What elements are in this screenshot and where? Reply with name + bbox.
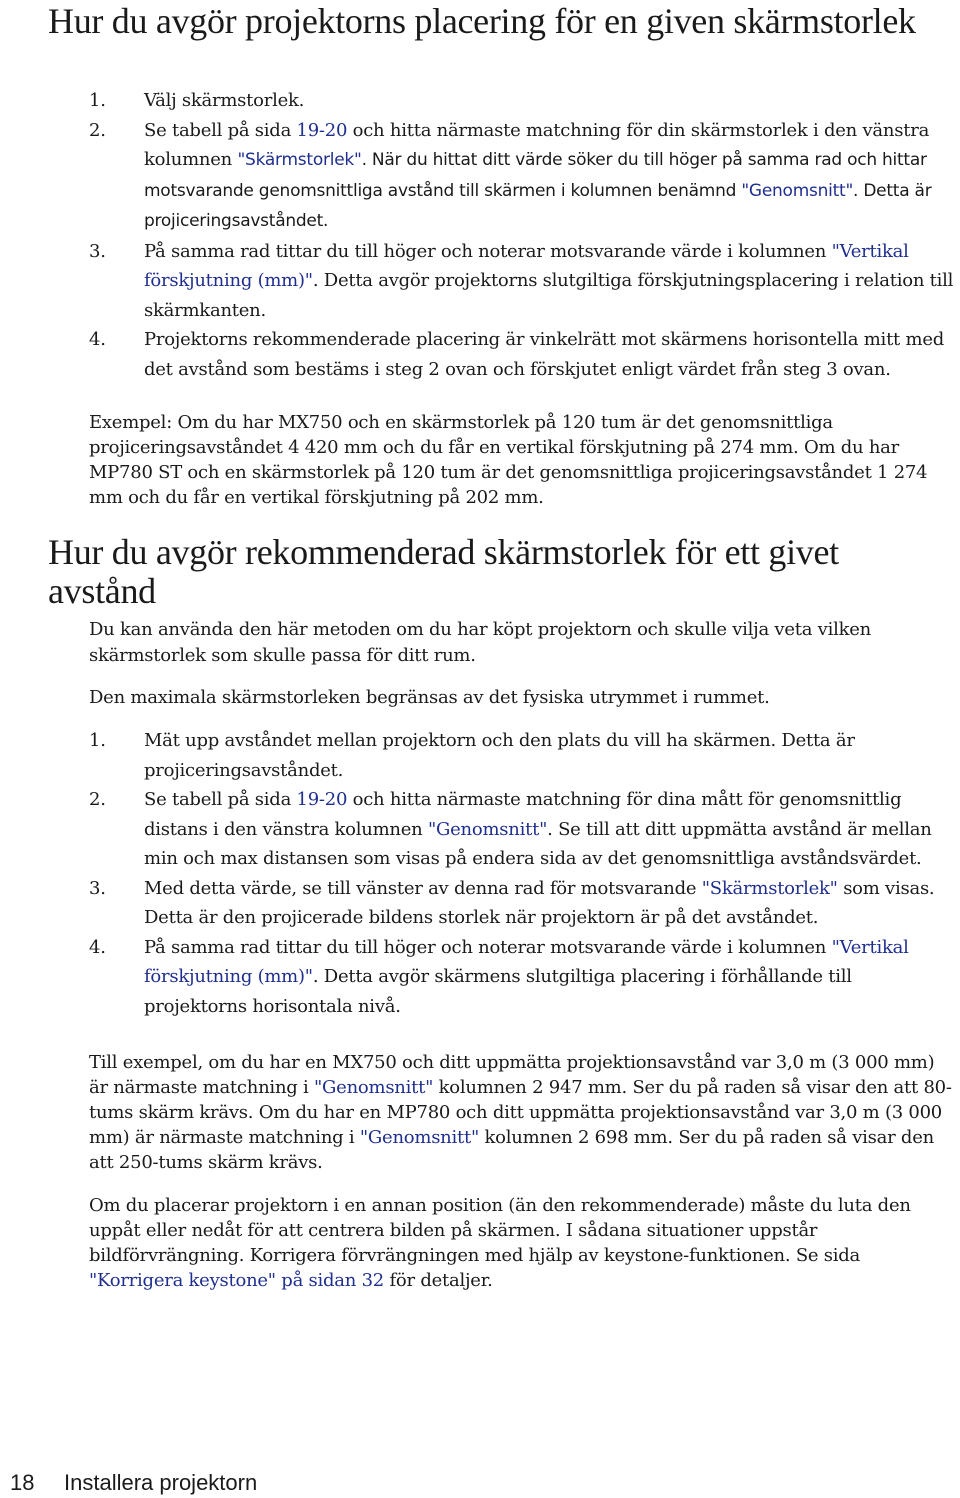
list-item: 2. Se tabell på sida 19-20 och hitta närmaste matchning för din skärmstorlek i den vänstra kolumnen "Skärmstorlek". När du hittat ditt värde söker du till höger på samma rad och hittar motsvarande genomsnittliga avstånd till skärmen i kolumnen benämnd "Genomsnitt". Detta är projiceringsavståndet. xyxy=(89,119,932,231)
screen-size-steps xyxy=(89,726,957,1021)
list-item: 3. På samma rad tittar du till höger och noterar motsvarande värde i kolumnen "Vertikal förskjutning (mm)". Detta avgör projektorns slutgiltiga förskjutningsplacering i relation till skärmkanten. xyxy=(89,240,954,321)
list-item: 1. Mät upp avståndet mellan projektorn och den plats du vill ha skärmen. Detta är projiceringsavståndet. xyxy=(89,730,855,781)
keystone-page-link[interactable]: "Korrigera keystone" på sidan 32 xyxy=(89,1270,385,1291)
section-title-screen-size: Hur du avgör rekommenderad skärmstorlek för ett givet avstånd xyxy=(48,532,839,611)
column-ref: "Genomsnitt" xyxy=(741,180,854,201)
list-item: 3. Med detta värde, se till vänster av denna rad för motsvarande "Skärmstorlek" som visas. Detta är den projicerade bildens storlek när projektorn är på det avståndet. xyxy=(89,877,935,928)
list-item: 4. Projektorns rekommenderade placering är vinkelrätt mot skärmens horisontella mitt med det avstånd som bestäms i steg 2 ovan och förskjutet enligt värdet från steg 3 ovan. xyxy=(89,329,944,380)
page-footer xyxy=(10,1470,257,1496)
list-item: 2. Se tabell på sida 19-20 och hitta närmaste matchning för dina mått för genomsnittlig distans i den vänstra kolumnen "Genomsnitt". Se till att ditt uppmätta avstånd är mellan min och max distansen som visas på endera sida av det genomsnittliga avståndsvärdet. xyxy=(89,789,932,869)
chapter-title: Installera projektorn xyxy=(64,1470,258,1495)
list-item: 1. Välj skärmstorlek. xyxy=(89,90,305,111)
list-item: 4. På samma rad tittar du till höger och noterar motsvarande värde i kolumnen "Vertikal förskjutning (mm)". Detta avgör skärmens slutgiltiga placering i förhållande till projektorns horisontala nivå. xyxy=(89,936,909,1017)
column-ref: "Vertikal förskjutning (mm)" xyxy=(144,240,909,291)
page-link-19-20[interactable]: 19-20 xyxy=(296,789,348,810)
page-number: 18 xyxy=(10,1470,35,1495)
example-paragraph: Exempel: Om du har MX750 och en skärmstorlek på 120 tum är det genomsnittliga projiceringsavståndet 4 420 mm och du får en vertikal förskjutning på 274 mm. Om du har MP780 ST och en skärmstorlek på 120 tum är det genomsnittliga projiceringsavståndet 1 274 mm och du får en vertikal förskjutning på 202 mm. xyxy=(89,412,928,508)
column-ref: "Vertikal förskjutning (mm)" xyxy=(144,936,909,987)
column-ref: "Genomsnitt" xyxy=(428,818,548,840)
column-ref: "Genomsnitt" xyxy=(314,1077,434,1098)
column-ref: "Skärmstorlek" xyxy=(701,877,838,899)
intro-paragraph: Du kan använda den här metoden om du har köpt projektorn och skulle vilja veta vilken skärmstorlek som skulle passa för ditt rum. xyxy=(89,619,872,666)
limit-paragraph: Den maximala skärmstorleken begränsas av det fysiska utrymmet i rummet. xyxy=(89,687,770,708)
column-ref: "Skärmstorlek" xyxy=(237,150,362,170)
column-ref: "Genomsnitt" xyxy=(359,1127,480,1148)
placement-steps xyxy=(89,86,957,384)
example-paragraph: Till exempel, om du har en MX750 och ditt uppmätta projektionsavstånd var 3,0 m (3 000 mm) är närmaste matchning i "Genomsnitt" kolumnen 2 947 mm. Ser du på raden så visar den att 80-tums skärm krävs. Om du har en MP780 och ditt uppmätta projektionsavstånd var 3,0 m (3 000 mm) är närmaste matchning i "Genomsnitt" kolumnen 2 698 mm. Ser du på raden så visar den att 250-tums skärm krävs. xyxy=(89,1052,952,1173)
section-title-placement: Hur du avgör projektorns placering för en given skärmstorlek xyxy=(48,1,916,41)
note-paragraph: Om du placerar projektorn i en annan position (än den rekommenderade) måste du luta den uppåt eller nedåt för att centrera bilden på skärmen. I sådana situationer uppstår bildförvrängning. Korrigera förvrängningen med hjälp av keystone-funktionen. Se sida "Korrigera keystone" på sidan 32 för detaljer. xyxy=(89,1195,911,1291)
page-link-19-20[interactable]: 19-20 xyxy=(296,119,348,141)
